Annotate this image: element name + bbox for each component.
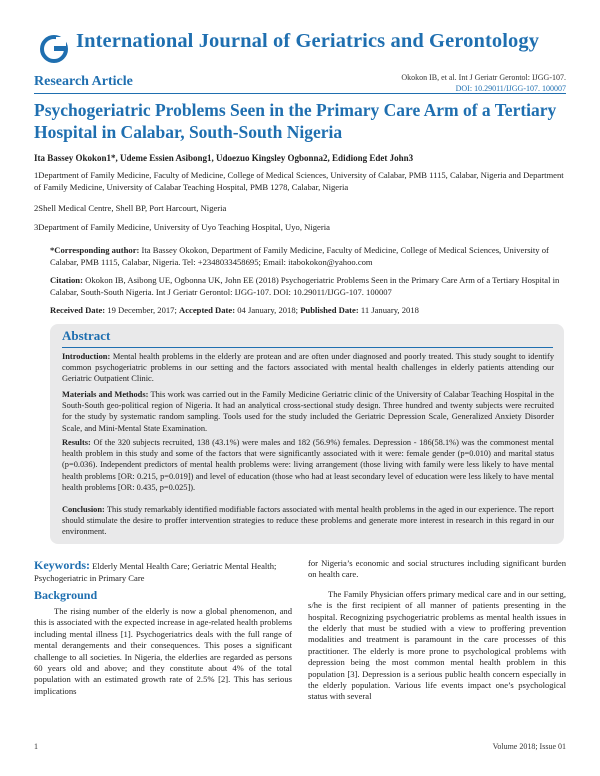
- background-paragraph-2: The Family Physician offers primary medical care and in our setting, s/he is the first recipient of all manner of patients presenting in the hospital. Recognizing psychogeriatric problems as mental health issues in the elderly that must be studied with a view to proffering prevention modalities and treatment is paramount in the care processes of this practitioner. The elderly is more prone to psychological problems with depression being the most common mental health problem in this population [3]. Depression is a serious public health concern especially in the elderly population. Various life events impact one’s psychological status with several: [308, 588, 566, 702]
- affiliation-3: 3Department of Family Medicine, University of Uyo Teaching Hospital, Uyo, Nigeria: [34, 222, 330, 232]
- page-number: 1: [34, 742, 38, 751]
- abstract-conclusion: [62, 504, 554, 538]
- published-date: 11 January, 2018: [360, 305, 419, 315]
- conclusion-label: Conclusion:: [62, 505, 105, 514]
- background-paragraph-cont: for Nigeria’s economic and social structures including significant burden on health care.: [308, 558, 566, 580]
- results-text: Of the 320 subjects recruited, 138 (43.1%) were males and 182 (56.9%) females. Depression - 186(58.1%) was the commonest mental health problem in this study and some of the factors that were significantly associated with it were: female gender (p=0.010) and marital status (p=0.036). Independent predictors of mental health problems were: living arrangement (those living with family were less likely to have mental health problems [OR: 0.215, p=0.019]) and level of education (those who had at least secondary level of education were less likely to have mental health problems [OR: 0.435, p=0.025]).: [62, 438, 554, 492]
- corresponding-label: *Corresponding author:: [50, 245, 140, 255]
- corresponding-author: [50, 245, 566, 268]
- short-citation-line: Okokon IB, et al. Int J Geriatr Gerontol: IJGG-107.: [401, 73, 566, 82]
- background-left-column: [34, 606, 292, 697]
- keywords: [34, 560, 292, 584]
- keywords-label: Keywords:: [34, 558, 90, 572]
- abstract-results: [62, 437, 554, 493]
- dates-line: [50, 305, 566, 317]
- methods-text: This work was carried out in the Family Medicine Geriatric clinic of the University of Calabar Teaching Hospital in the South-South geo-political region of Nigeria. It had an analytical cross-sectional study design. Three hundred and twenty subjects were recruited for the study by systematic random sampling. Tools used for the study included the Geriatric Depression Scale, Generalized Anxiety Disorder Scale, and Mini-Mental State Examination.: [62, 390, 554, 433]
- corresponding-text: Ita Bassey Okokon, Department of Family Medicine, Faculty of Medicine, College of Medical Sciences, University of Calabar, PMB 1115, Calabar, Nigeria. Tel: +2348033458695; Email: itabokokon@yahoo.com: [50, 245, 549, 267]
- methods-label: Materials and Methods:: [62, 390, 149, 399]
- author-list: Ita Bassey Okokon1*, Udeme Essien Asibong1, Udoezuo Kingsley Ogbonna2, Edidiong Edet John3: [34, 153, 414, 163]
- doi-link[interactable]: DOI: 10.29011/IJGG-107. 100007: [455, 84, 566, 93]
- background-right-column: [308, 558, 566, 703]
- background-heading: Background: [34, 588, 98, 602]
- intro-text: Mental health problems in the elderly are protean and are often under diagnosed and poorly treated. This study sought to identify common psychogeriatric problems in our setting and the factors associated with mental health challenges in elderly patients attending our Geriatric Outpatient Clinic.: [62, 352, 555, 384]
- volume-issue: Volume 2018; Issue 01: [492, 742, 566, 751]
- affiliation-1: 1Department of Family Medicine, Faculty of Medicine, College of Medical Sciences, University of Calabar, PMB 1115, Calabar, Nigeria and Department of Family Medicine, University of Calabar Teaching Hospital, PMB 1278, Calabar, Nigeria: [34, 170, 564, 192]
- affiliation-2: 2Shell Medical Centre, Shell BP, Port Harcourt, Nigeria: [34, 203, 227, 213]
- short-citation: [401, 72, 566, 94]
- keywords-text: Elderly Mental Health Care; Geriatric Mental Health; Psychogeriatric in Primary Care: [34, 561, 277, 583]
- abstract-introduction: [62, 351, 554, 385]
- abstract-heading: Abstract: [62, 328, 111, 343]
- background-paragraph-1: The rising number of the elderly is now a global phenomenon, and this is associated with the expected increase in age-related health problems including mental illness [1]. Psychogeriatrics deals with the full range of mental derangements and their consequences. This poses a significant challenge to all societies. In Nigeria, the elderlies are regarded as persons 60 years old and above; and they constitute about 4% of the total population with an estimated growth rate of 2.5% [2]. This has serious implications: [34, 606, 292, 696]
- journal-logo-icon: [40, 35, 68, 63]
- received-date: 19 December, 2017;: [107, 305, 177, 315]
- abstract-divider: [62, 347, 553, 348]
- paper-title: Psychogeriatric Problems Seen in the Primary Care Arm of a Tertiary Hospital in Calabar, South-South Nigeria: [34, 100, 557, 142]
- journal-title: International Journal of Geriatrics and Gerontology: [76, 30, 540, 52]
- intro-label: Introduction:: [62, 352, 111, 361]
- header-divider: [34, 93, 566, 94]
- citation-label: Citation:: [50, 275, 83, 285]
- results-label: Results:: [62, 438, 91, 447]
- article-type: Research Article: [34, 74, 133, 89]
- citation: [50, 275, 566, 298]
- received-label: Received Date:: [50, 305, 106, 315]
- citation-text: Okokon IB, Asibong UE, Ogbonna UK, John EE (2018) Psychogeriatric Problems Seen in the Primary Care Arm of a Tertiary Hospital in Calabar, South-South Nigeria. Int J Geriatr Gerontol: IJGG-107. DOI: 10.29011/IJGG-107. 100007: [50, 275, 560, 297]
- conclusion-text: This study remarkably identified modifiable factors associated with mental health problems in the aged in our experience. The report should stimulate the desire to proffer intervention strategies to reduce these problems and generate more interest in research in this regard in our environment.: [62, 505, 554, 537]
- published-label: Published Date:: [300, 305, 359, 315]
- abstract-methods: [62, 389, 554, 434]
- accepted-date: 04 January, 2018;: [237, 305, 299, 315]
- accepted-label: Accepted Date:: [179, 305, 236, 315]
